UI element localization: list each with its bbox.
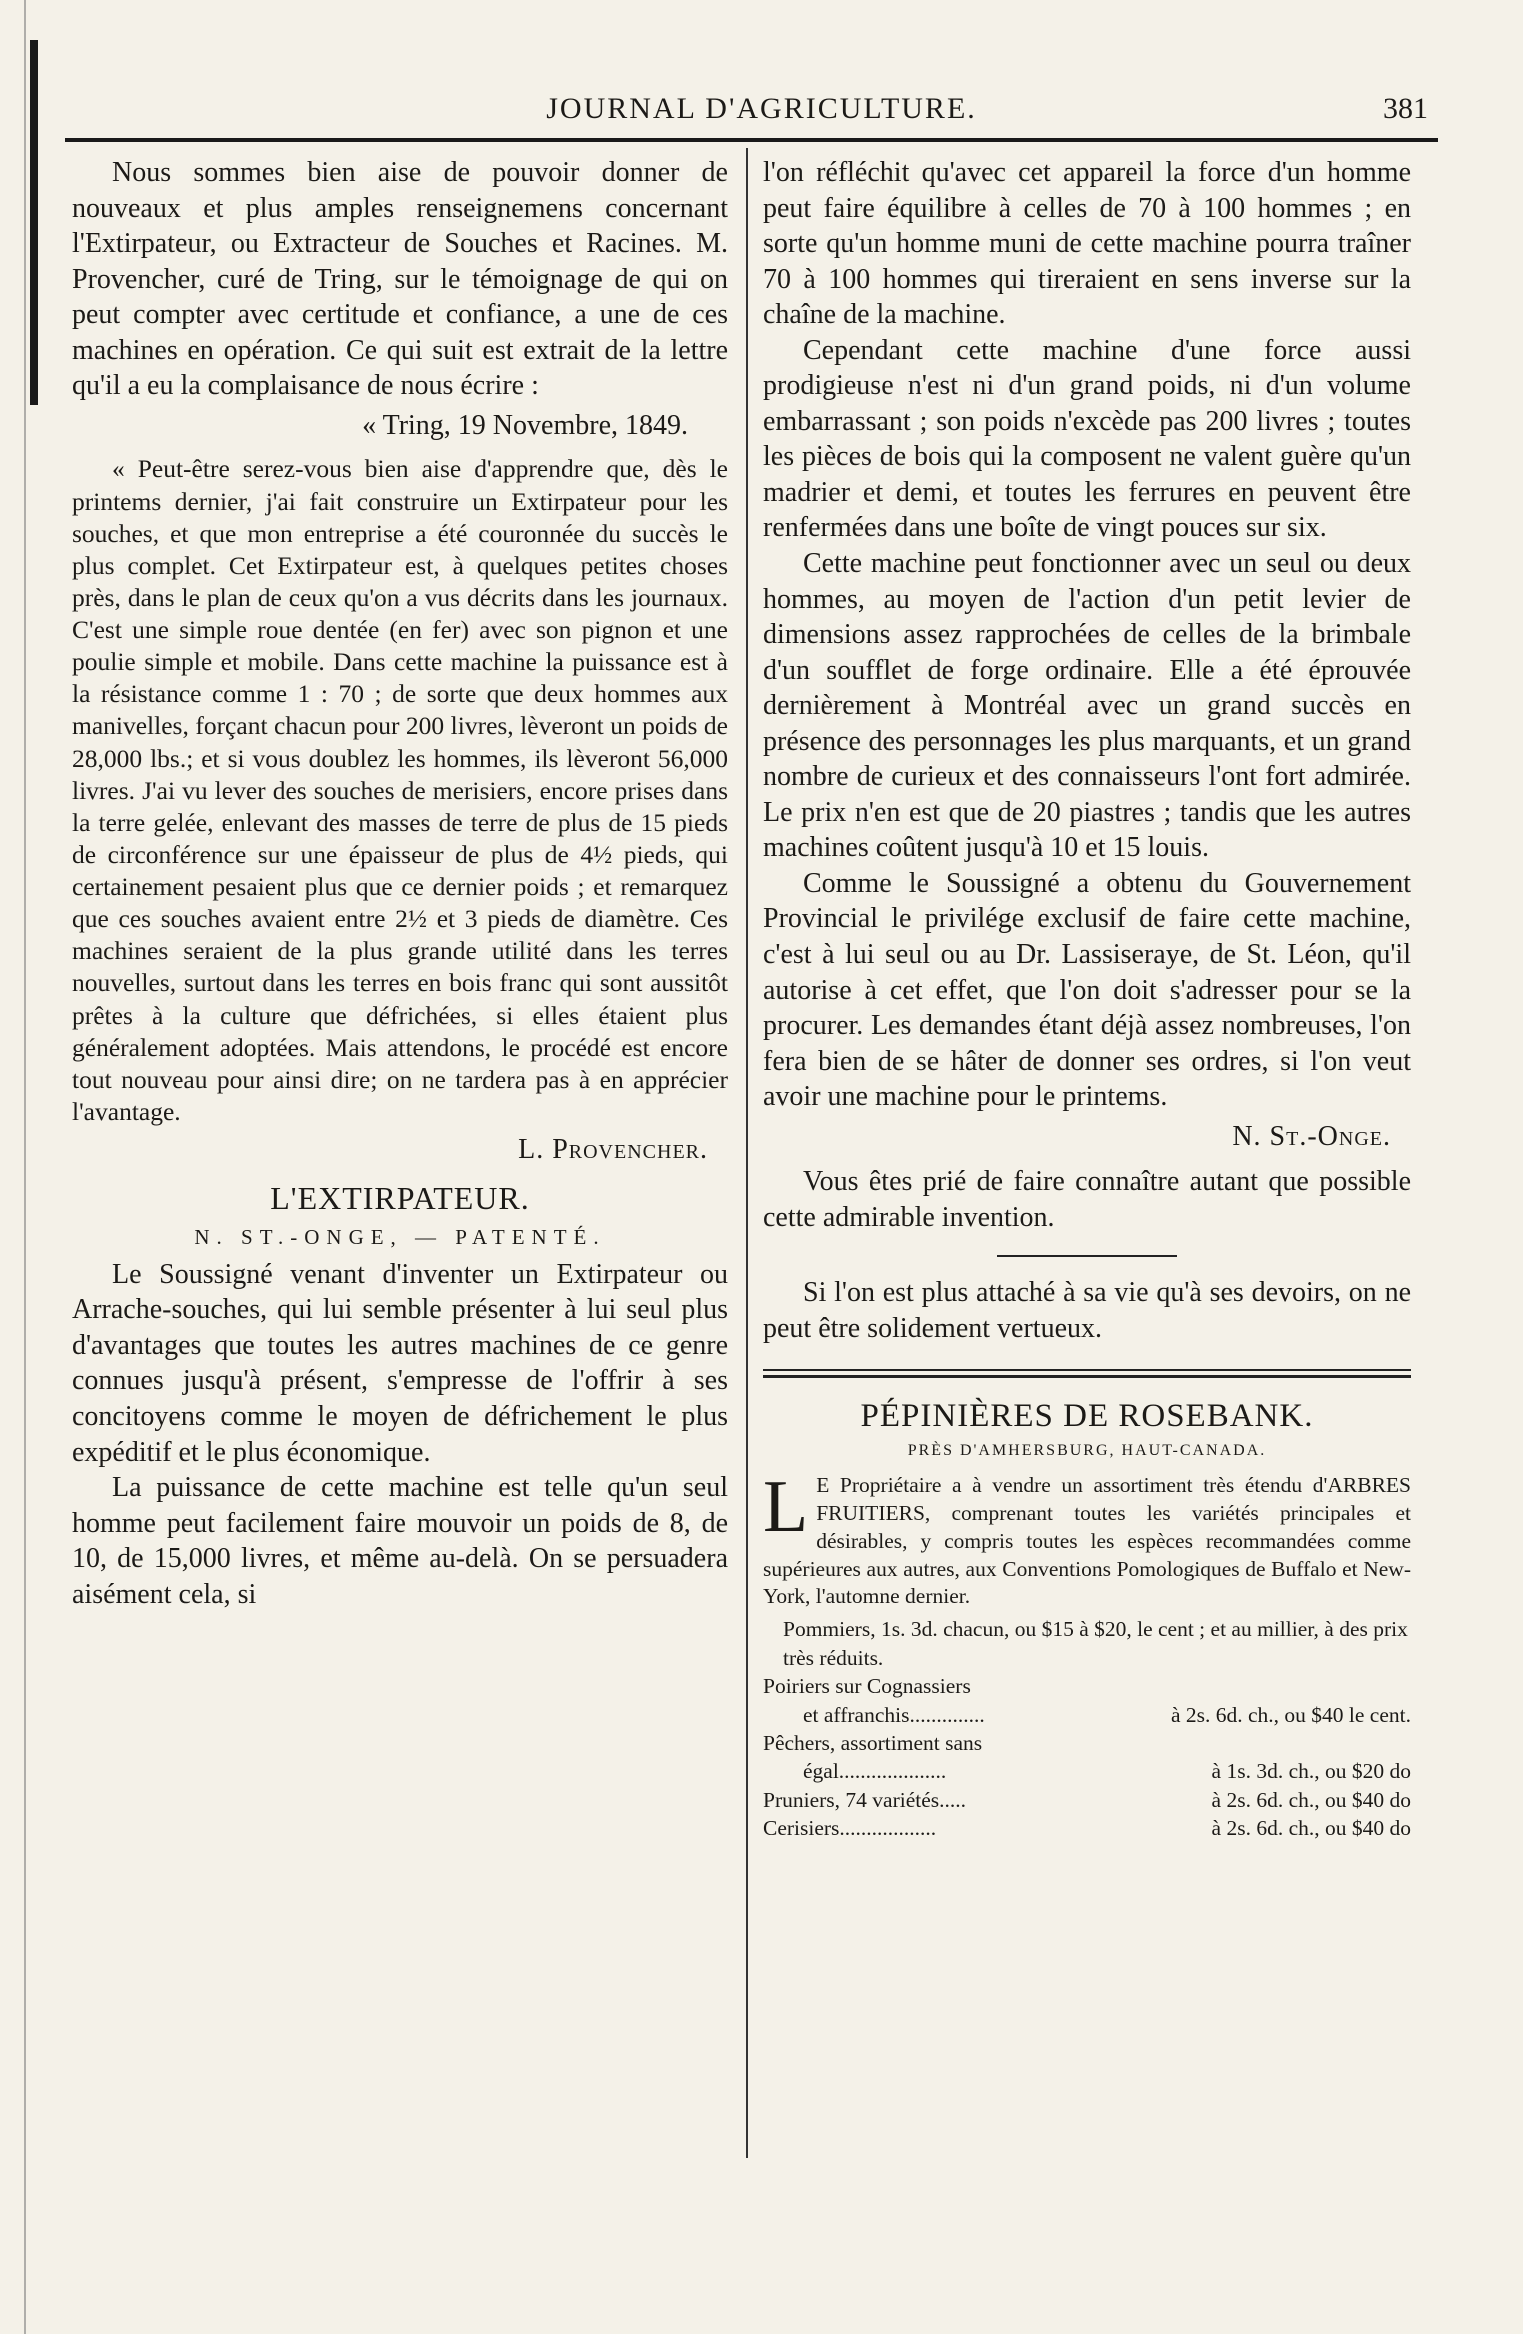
advert-subtitle: PRÈS D'AMHERSBURG, HAUT-CANADA. [907,1442,1267,1460]
continuation-paragraph: l'on réfléchit qu'avec cet appareil la force d'un homme peut faire équilibre à celles de 70 à 100 hommes ; en sorte qu'un homme muni de cette machine pourra traîner 70 à 100 hommes qui tireraient en sens inverse sur la chaîne de la machine. [763,157,1411,331]
section-title-extirpateur: L'EXTIRPATEUR. [270,1179,530,1216]
extirpateur-paragraph-1: Le Soussigné venant d'inventer un Extirpateur ou Arrache-souches, qui lui semble présenter à lui seul plus d'avantages que toutes les autres machines de ce genre connues jusqu'à présent, s'empresse de l'offrir à ses concitoyens comme le moyen de défrichement le plus expéditif et le plus économique. [72,1258,728,1468]
journal-title: JOURNAL D'AGRICULTURE. [546,92,977,125]
price-row-name: Pêchers, assortiment sans [763,1730,983,1755]
price-row [763,1672,1411,1700]
price-row-name: et affranchis.............. [803,1702,985,1727]
advert-body [763,1465,1411,1612]
double-rule-bottom [763,1375,1411,1378]
short-divider [997,1255,1177,1257]
paragraph-privilege: Comme le Soussigné a obtenu du Gouvernement Provincial le privilége exclusif de faire cette machine, c'est à lui seul ou au Dr. Lassiseraye, de St. Léon, qu'il autorise à cet effet, que l'on doit s'adresser pour se la procurer. Les demandes étant déjà assez nombreuses, l'on fera bien de se hâter de donner ses ordres, si l'on veut avoir une machine pour le printems. [763,867,1411,1113]
price-row-price: à 2s. 6d. ch., ou $40 do [1211,1816,1411,1841]
price-row-price: à 2s. 6d. ch., ou $40 le cent. [1170,1702,1411,1727]
price-row [763,1786,1411,1814]
price-row [763,1757,1411,1785]
price-row-name: Cerisiers.................. [763,1816,937,1841]
letter-date: « Tring, 19 Novembre, 1849. [362,409,688,441]
margin-ink-bar [30,40,38,405]
signature-st-onge: N. St.-Onge. [1232,1120,1391,1152]
price-rows [763,1672,1411,1842]
letter-body: « Peut-être serez-vous bien aise d'apprendre que, dès le printems dernier, j'ai fait construire un Extirpateur pour les souches, et que mon entreprise a été couronnée du succès le plus complet. Cet Extirpateur est, à quelques petites choses près, dans le plan de ceux qu'on a vus décrits dans les journaux. C'est une simple roue dentée (en fer) avec son pignon et une poulie simple et mobile. Dans cette machine la puissance est à la résistance comme 1 : 70 ; de sorte que deux hommes aux manivelles, forçant chacun pour 200 livres, lèveront un poids de 28,000 lbs.; et si vous doublez les hommes, ils lèveront 56,000 livres. J'ai vu lever des souches de merisiers, encore prises dans la terre gelée, enlevant des masses de terre de plus de 15 pieds de circonférence sur une épaisseur de plus de 4½ pieds, qui certainement pesaient plus que ce dernier poids ; et remarquez que ces souches avaient entre 2½ et 3 pieds de diamètre. Ces machines seraient de la plus grande utilité dans les terres nouvelles, surtout dans les terres en bois franc qui sont aussitôt prêtes à la culture que défrichées, si elles étaient plus généralement adoptées. Mais attendons, le procédé est encore tout nouveau pour ainsi dire; on ne tardera pas à en apprécier l'avantage. [72,454,728,1126]
intro-paragraph: Nous sommes bien aise de pouvoir donner de nouveaux et plus amples renseignemens concernant l'Extirpateur, ou Extracteur de Souches et Racines. M. Provencher, curé de Tring, sur le témoignage de qui on peut compter avec certitude et confiance, a une de ces machines en opération. Ce qui suit est extrait de la lettre qu'il a eu la complaisance de nous écrire : [72,157,728,402]
notice-paragraph: Vous êtes prié de faire connaître autant que possible cette admirable invention. [763,1166,1411,1233]
column-divider [746,148,748,2158]
price-row [763,1814,1411,1842]
price-row-price: à 1s. 3d. ch., ou $20 do [1211,1759,1411,1784]
patent-line: N. ST.-ONGE, — PATENTÉ. [194,1225,606,1250]
price-row-name: Pruniers, 74 variétés..... [763,1787,967,1812]
margin-edge-line [24,0,26,2334]
rosebank-advert [763,1396,1411,1843]
price-row-name: égal.................... [803,1759,947,1784]
paragraph-weight: Cependant cette machine d'une force aussi prodigieuse n'est ni d'un grand poids, ni d'un volume embarrassant ; son poids n'excède pas 200 livres ; toutes les pièces de bois qui la composent ne valent guère qu'un madrier et demi, et toutes les ferrures en peuvent être renfermées dans une boîte de vingt pouces sur six. [763,334,1411,544]
advert-title: PÉPINIÈRES DE ROSEBANK. [860,1397,1314,1434]
left-column [72,155,728,1612]
price-line-pommiers: Pommiers, 1s. 3d. chacun, ou $15 à $20, le cent ; et au millier, à des prix très réduits. [783,1617,1408,1670]
page-header [60,92,1463,136]
extirpateur-paragraph-2: La puissance de cette machine est telle qu'un seul homme peut facilement faire mouvoir un poids de 8, de 10, de 15,000 livres, et même au-delà. On se persuadera aisément cela, si [72,1472,728,1610]
right-column [763,155,1411,1842]
maxim-paragraph: Si l'on est plus attaché à sa vie qu'à ses devoirs, on ne peut être solidement vertueux. [763,1277,1411,1344]
price-row-price: à 2s. 6d. ch., ou $40 do [1211,1787,1411,1812]
price-row [763,1701,1411,1729]
page-number: 381 [1383,92,1428,125]
advert-dropcap: L [763,1465,809,1548]
double-rule-top [763,1369,1411,1371]
price-list [763,1615,1411,1842]
advert-body-text: E Propriétaire a à vendre un assortiment très étendu d'ARBRES FRUITIERS, comprenant toutes les variétés principales et désirables, y compris toutes les espèces recommandées comme supérieures aux autres, aux Conventions Pomologiques de Buffalo et New-York, l'automne dernier. [763,1472,1411,1609]
price-row-name: Poiriers sur Cognassiers [763,1674,971,1699]
signature-provencher: L. Provencher. [518,1134,708,1165]
header-rule [65,138,1438,142]
paragraph-operation: Cette machine peut fonctionner avec un seul ou deux hommes, au moyen de l'action d'un petit levier de dimensions assez rapprochées de celles de la brimbale d'un soufflet de forge ordinaire. Elle a été éprouvée dernièrement à Montréal avec un grand succès en présence des personnages les plus marquants, et un grand nombre de curieux et des connaisseurs l'ont fort admirée. Le prix n'en est que de 20 piastres ; tandis que les autres machines coûtent jusqu'à 10 et 15 louis. [763,548,1411,864]
price-row [763,1729,1411,1757]
